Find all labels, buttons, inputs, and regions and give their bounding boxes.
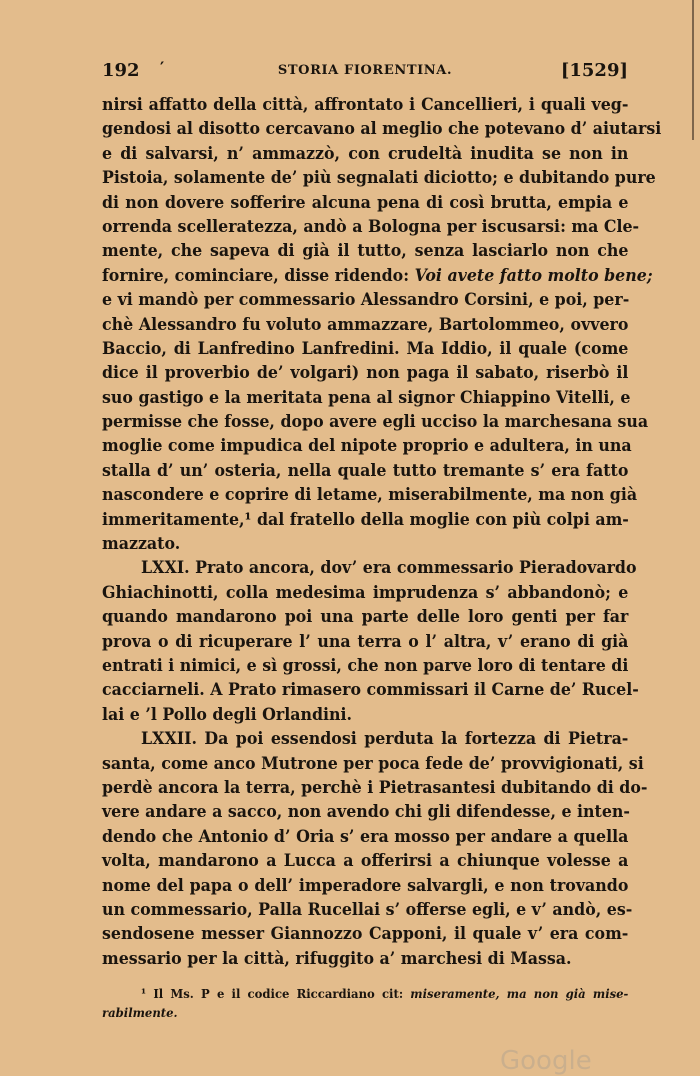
text-line: dendo che Antonio d’ Oria s’ era mosso per andare a quella: [102, 826, 629, 847]
footnote-variant: miseramente, ma non già mise-: [410, 986, 629, 1001]
text-line: Ghiachinotti, colla medesima imprudenza s’ abbandonò; e: [102, 582, 629, 603]
text-line: suo gastigo e la meritata pena al signor Chiappino Vitelli, e: [102, 387, 631, 408]
page-number: 192: [102, 60, 140, 81]
text-line: moglie come impudica del nipote proprio e adultera, in una: [102, 436, 632, 457]
footnote: [102, 984, 628, 1022]
text-line: nirsi affatto della città, affrontato i Cancellieri, i quali veg-: [102, 95, 629, 115]
text-line: vere andare a sacco, non avendo chi gli difendesse, e inten-: [102, 802, 630, 823]
text-line: e vi mandò per commessario Alessandro Corsini, e poi, per-: [102, 290, 630, 311]
text-line: Pistoia, solamente de’ più segnalati diciotto; e dubitando pure: [102, 168, 656, 189]
text-line: santa, come anco Mutrone per poca fede de’ provvigionati, si: [102, 753, 644, 774]
footnote-source: Il Ms. P e il codice Riccardiano cit:: [153, 986, 404, 1001]
running-header: [102, 60, 628, 84]
text-line: stalla d’ un’ osteria, nella quale tutto tremante s’ era fatto: [102, 460, 629, 481]
text-line: permisse che fosse, dopo avere egli ucciso la marchesana sua: [102, 412, 649, 433]
text-line: cacciarneli. A Prato rimasero commissari il Carne de’ Rucel-: [102, 680, 639, 701]
text-line: gendosi al disotto cercavano al meglio che potevano d’ aiutarsi: [102, 119, 662, 140]
text-line: volta, mandarono a Lucca a offerirsi a chiunque volesse a: [102, 851, 629, 872]
text-line: perdè ancora la terra, perchè i Pietrasantesi dubitando di do-: [102, 777, 648, 798]
body-text: [102, 93, 662, 971]
text-line: mazzato.: [102, 534, 181, 555]
header-year: [1529]: [560, 60, 628, 81]
text-line: un commessario, Palla Rucellai s’ offerse egli, e v’ andò, es-: [102, 899, 633, 920]
text-line: nome del papa o dell’ imperadore salvargli, e non trovando: [102, 875, 629, 896]
text-line: prova o di ricuperare l’ una terra o l’ altra, v’ erano di già: [102, 631, 629, 652]
text-line: immeritamente,¹ dal fratello della moglie con più colpi am-: [102, 509, 629, 530]
text-line: lai e ’l Pollo degli Orlandini.: [102, 704, 353, 725]
section-lxxii-start: LXXII. Da poi essendosi perduta la fortezza di Pietra-: [141, 729, 629, 750]
text-line: di non dovere sofferire alcuna pena di così brutta, empia e: [102, 192, 629, 213]
footnote-line: [102, 1003, 628, 1022]
text-line: entrati i nimici, e sì grossi, che non parve loro di tentare di: [102, 655, 629, 676]
text-line: quando mandarono poi una parte delle loro genti per far: [102, 607, 629, 628]
text-line: dice il proverbio de’ volgari) non paga il sabato, riserbò il: [102, 363, 629, 384]
text-line: chè Alessandro fu voluto ammazzare, Bartolommeo, ovvero: [102, 314, 629, 335]
watermark: Google: [500, 1046, 592, 1076]
text-line: nascondere e coprire di letame, miserabilmente, ma non già: [102, 485, 638, 506]
running-title: STORIA FIORENTINA.: [277, 63, 453, 78]
text-line: orrenda scelleratezza, andò a Bologna per iscusarsi: ma Cle-: [102, 216, 640, 237]
page-edge: [692, 0, 694, 140]
text-line: mente, che sapeva di già il tutto, senza lasciarlo non che: [102, 241, 629, 262]
text-line: sendosene messer Giannozzo Capponi, il quale v’ era com-: [102, 924, 629, 945]
text-line-with-quote: [102, 264, 653, 288]
text-line: messario per la città, rifuggito a’ marchesi di Massa.: [102, 948, 572, 969]
text-segment: fornire, cominciare, disse ridendo:: [102, 265, 410, 286]
section-lxxi-start: LXXI. Prato ancora, dov’ era commessario Pieradovardo: [141, 558, 637, 579]
footnote-mark: ¹: [141, 986, 147, 1001]
text-line: e di salvarsi, n’ ammazzò, con crudeltà inudita se non in: [102, 143, 629, 164]
quoted-speech: Voi avete fatto molto bene;: [414, 265, 653, 286]
header-mark: ′: [160, 58, 165, 77]
text-line: Baccio, di Lanfredino Lanfredini. Ma Iddio, il quale (come: [102, 338, 629, 359]
footnote-line: [102, 984, 628, 1003]
footnote-variant-end: rabilmente.: [102, 1005, 178, 1020]
